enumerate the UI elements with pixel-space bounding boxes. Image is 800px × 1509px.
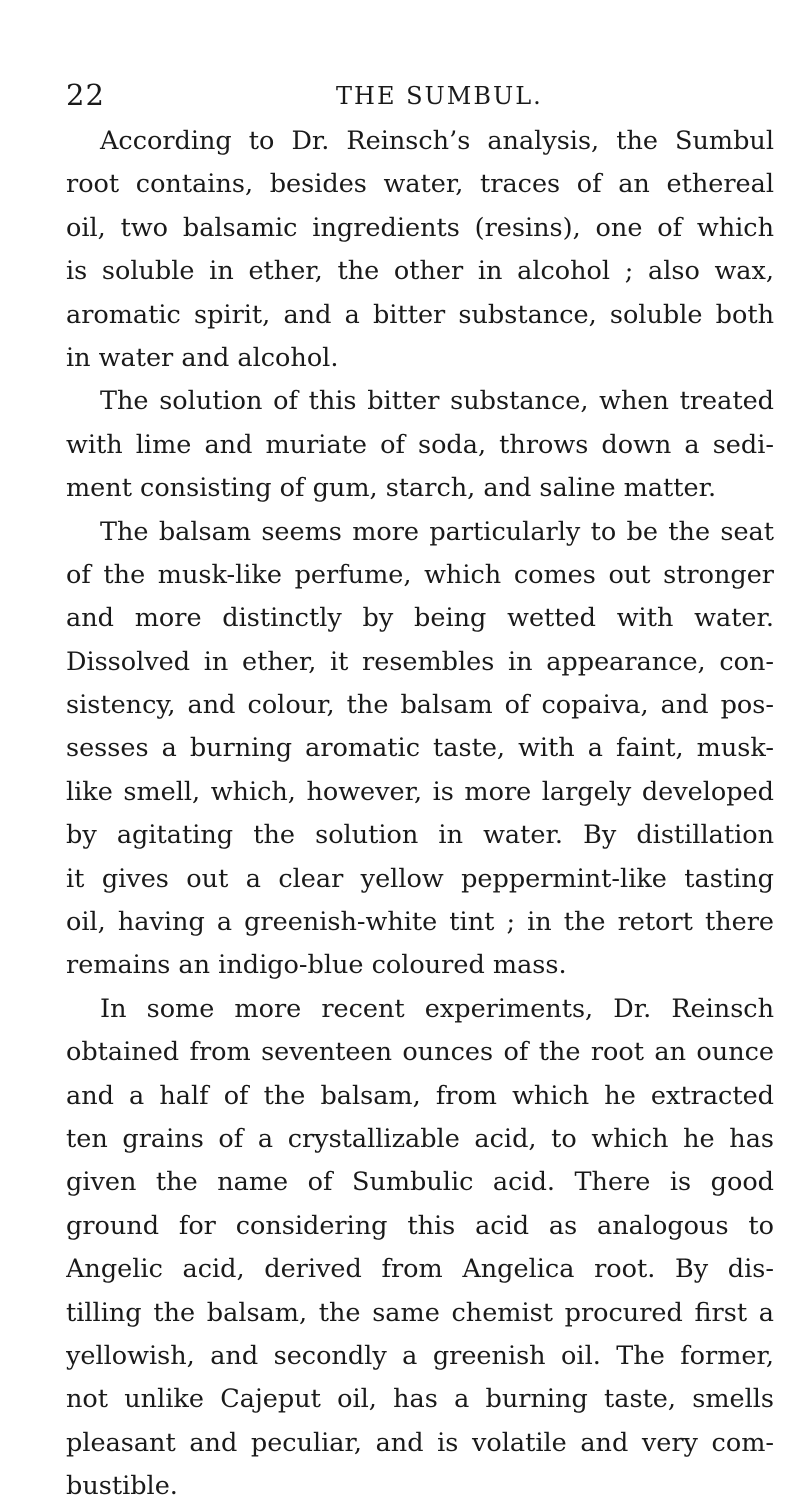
text-line: aromatic spirit, and a bitter substance, soluble both bbox=[66, 299, 774, 330]
text-line: not unlike Cajeput oil, has a burning taste, smells bbox=[66, 1384, 774, 1415]
text-line: obtained from seventeen ounces of the root an ounce bbox=[66, 1037, 774, 1068]
text-line: in water and alcohol. bbox=[66, 342, 339, 373]
text-line: Dissolved in ether, it resembles in appearance, con- bbox=[66, 646, 774, 677]
text-line: yellowish, and secondly a greenish oil. The former, bbox=[66, 1340, 774, 1371]
text-line: given the name of Sumbulic acid. There is good bbox=[66, 1167, 774, 1198]
text-line: like smell, which, however, is more largely developed bbox=[66, 776, 774, 807]
text-line: and more distinctly by being wetted with water. bbox=[66, 603, 774, 634]
text-line: In some more recent experiments, Dr. Reinsch bbox=[100, 993, 774, 1024]
text-line: of the musk-like perfume, which comes out stronger bbox=[66, 559, 774, 590]
text-line: sesses a burning aromatic taste, with a faint, musk- bbox=[66, 733, 774, 764]
text-line: According to Dr. Reinsch’s analysis, the Sumbul bbox=[100, 126, 774, 156]
running-head: THE SUMBUL. bbox=[336, 82, 543, 110]
body-text bbox=[66, 120, 774, 1509]
text-line: it gives out a clear yellow peppermint-like tasting bbox=[66, 863, 774, 894]
text-line: remains an indigo-blue coloured mass. bbox=[66, 950, 567, 981]
page-number: 22 bbox=[66, 78, 105, 112]
text-line: oil, having a greenish-white tint ; in the retort there bbox=[66, 907, 774, 938]
text-line: sistency, and colour, the balsam of copaiva, and pos- bbox=[66, 690, 774, 721]
text-line: by agitating the solution in water. By distillation bbox=[66, 820, 774, 851]
text-line: ground for considering this acid as analogous to bbox=[66, 1210, 774, 1241]
text-line: oil, two balsamic ingredients (resins), one of which bbox=[66, 212, 774, 243]
text-line: bustible. bbox=[66, 1471, 178, 1502]
text-line: ten grains of a crystallizable acid, to which he has bbox=[66, 1123, 774, 1154]
text-line: tilling the balsam, the same chemist procured first a bbox=[66, 1297, 774, 1328]
page-header bbox=[66, 70, 765, 110]
text-line: pleasant and peculiar, and is volatile and very com- bbox=[66, 1427, 774, 1458]
text-line: The solution of this bitter substance, when treated bbox=[100, 386, 774, 417]
text-line: is soluble in ether, the other in alcohol ; also wax, bbox=[66, 256, 774, 287]
text-line: Angelic acid, derived from Angelica root. By dis- bbox=[66, 1254, 774, 1285]
text-line: root contains, besides water, traces of an ethereal bbox=[66, 169, 774, 200]
text-line: ment consisting of gum, starch, and saline matter. bbox=[66, 473, 717, 504]
text-line: with lime and muriate of soda, throws down a sedi- bbox=[66, 429, 774, 460]
text-line: The balsam seems more particularly to be the seat bbox=[100, 516, 774, 547]
text-line: and a half of the balsam, from which he extracted bbox=[66, 1080, 774, 1111]
